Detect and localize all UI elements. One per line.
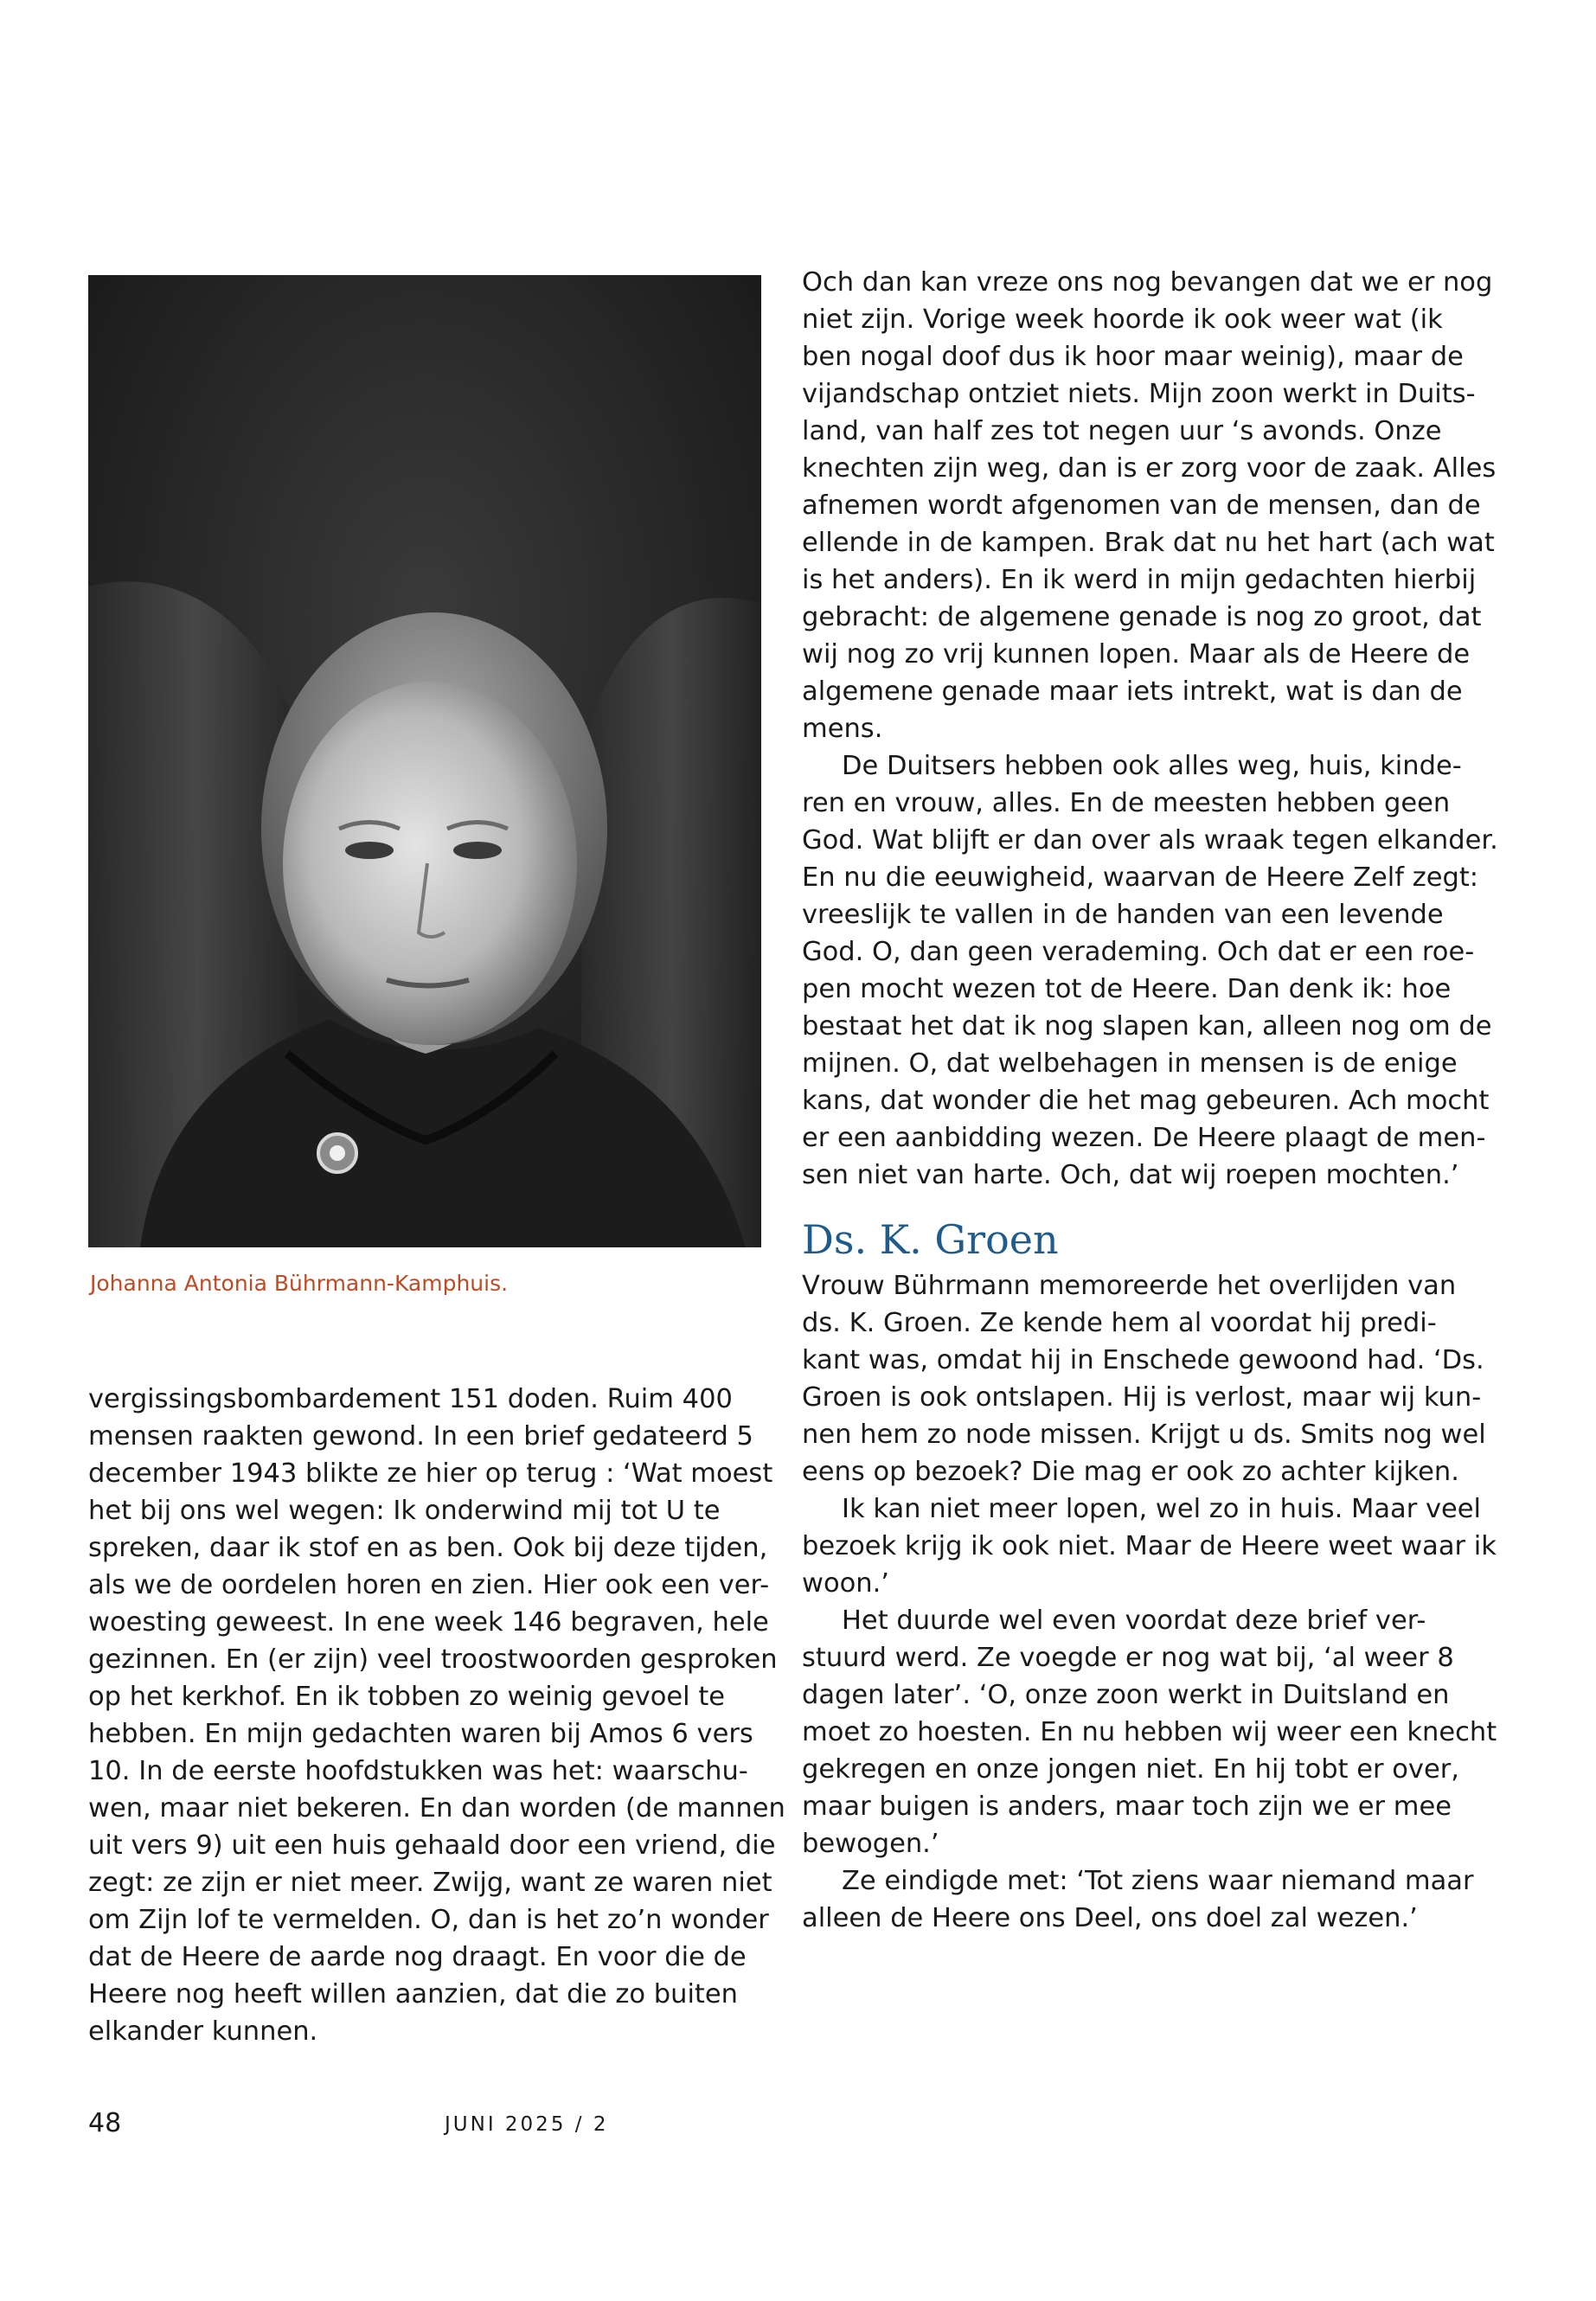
text-line: wij nog zo vrij kunnen lopen. Maar als de Heere de	[802, 639, 1471, 670]
text-line: gebracht: de algemene genade is nog zo groot, dat	[802, 602, 1482, 632]
text-line: sen niet van harte. Och, dat wij roepen mochten.’	[802, 1160, 1459, 1190]
text-line: algemene genade maar iets intrekt, wat is dan de	[802, 676, 1463, 707]
section-heading: Ds. K. Groen	[802, 1216, 1059, 1263]
text-line: eens op bezoek? Die mag er ook zo achter kijken.	[802, 1457, 1459, 1487]
text-line: Ik kan niet meer lopen, wel zo in huis. Maar veel	[842, 1494, 1482, 1524]
photo-caption: Johanna Antonia Bührmann-Kamphuis.	[90, 1271, 509, 1296]
text-line: En nu die eeuwigheid, waarvan de Heere Zelf zegt:	[802, 862, 1479, 893]
text-line: pen mocht wezen tot de Heere. Dan denk ik: hoe	[802, 974, 1452, 1004]
text-line: Och dan kan vreze ons nog bevangen dat we er nog	[802, 267, 1493, 298]
text-line: mensen raakten gewond. In een brief gedateerd 5	[88, 1421, 753, 1452]
text-line: woon.’	[802, 1568, 889, 1599]
issue-label: JUNI 2025 / 2	[445, 2113, 609, 2136]
right-column-bottom-text	[802, 1267, 1497, 1937]
left-column-text	[88, 1381, 785, 2050]
text-line: is het anders). En ik werd in mijn gedachten hierbij	[802, 565, 1477, 595]
text-line: zegt: ze zijn er niet meer. Zwijg, want ze waren niet	[88, 1868, 772, 1898]
text-line: knechten zijn weg, dan is er zorg voor de zaak. Alles	[802, 453, 1497, 484]
text-line: wen, maar niet bekeren. En dan worden (de mannen	[88, 1793, 785, 1823]
text-line: woesting geweest. In ene week 146 begraven, hele	[88, 1607, 769, 1638]
page-number: 48	[88, 2108, 122, 2138]
text-line: elkander kunnen.	[88, 2016, 318, 2047]
text-line: niet zijn. Vorige week hoorde ik ook weer wat (ik	[802, 304, 1443, 335]
text-line: ds. K. Groen. Ze kende hem al voordat hij predi-	[802, 1308, 1437, 1338]
text-line: ellende in de kampen. Brak dat nu het hart (ach wat	[802, 528, 1495, 558]
text-line: vijandschap ontziet niets. Mijn zoon werkt in Duits-	[802, 379, 1476, 409]
text-line: afnemen wordt afgenomen van de mensen, dan de	[802, 490, 1481, 521]
text-line: als we de oordelen horen en zien. Hier ook een ver-	[88, 1570, 770, 1600]
text-line: het bij ons wel wegen: Ik onderwind mij tot U te	[88, 1496, 721, 1526]
portrait-photo	[88, 275, 761, 1247]
text-line: ben nogal doof dus ik hoor maar weinig), maar de	[802, 342, 1464, 372]
text-line: kant was, omdat hij in Enschede gewoond had. ‘Ds.	[802, 1345, 1484, 1375]
text-line: om Zijn lof te vermelden. O, dan is het zo’n wonder	[88, 1905, 769, 1935]
text-line: alleen de Heere ons Deel, ons doel zal wezen.’	[802, 1903, 1418, 1933]
text-line: nen hem zo node missen. Krijgt u ds. Smits nog wel	[802, 1420, 1486, 1450]
text-line: gezinnen. En (er zijn) veel troostwoorden gesproken	[88, 1644, 778, 1675]
text-line: mens.	[802, 714, 883, 744]
text-line: mijnen. O, dat welbehagen in mensen is de enige	[802, 1048, 1458, 1079]
text-line: gekregen en onze jongen niet. En hij tobt er over,	[802, 1754, 1459, 1785]
text-line: 10. In de eerste hoofdstukken was het: waarschu-	[88, 1756, 748, 1786]
text-line: uit vers 9) uit een huis gehaald door een vriend, die	[88, 1830, 776, 1861]
portrait-illustration	[88, 275, 761, 1247]
text-line: Het duurde wel even voordat deze brief ver-	[842, 1606, 1426, 1636]
right-column-top-text	[802, 264, 1498, 1194]
text-line: De Duitsers hebben ook alles weg, huis, kinde-	[842, 751, 1462, 781]
text-line: hebben. En mijn gedachten waren bij Amos 6 vers	[88, 1719, 753, 1749]
text-line: bewogen.’	[802, 1829, 939, 1859]
text-line: land, van half zes tot negen uur ‘s avonds. Onze	[802, 416, 1442, 446]
text-line: God. O, dan geen verademing. Och dat er een roe-	[802, 937, 1475, 967]
text-line: vergissingsbombardement 151 doden. Ruim 400	[88, 1384, 733, 1414]
text-line: kans, dat wonder die het mag gebeuren. Ach mocht	[802, 1086, 1490, 1116]
text-line: vreeslijk te vallen in de handen van een levende	[802, 900, 1444, 930]
text-line: Groen is ook ontslapen. Hij is verlost, maar wij kun-	[802, 1382, 1482, 1413]
text-line: ren en vrouw, alles. En de meesten hebben geen	[802, 788, 1451, 818]
text-line: spreken, daar ik stof en as ben. Ook bij deze tijden,	[88, 1533, 768, 1563]
text-line: december 1943 blikte ze hier op terug : ‘Wat moest	[88, 1458, 773, 1489]
text-line: moet zo hoesten. En nu hebben wij weer een knecht	[802, 1717, 1497, 1747]
text-line: dagen later’. ‘O, onze zoon werkt in Duitsland en	[802, 1680, 1450, 1710]
text-line: er een aanbidding wezen. De Heere plaagt de men-	[802, 1123, 1486, 1153]
text-line: Heere nog heeft willen aanzien, dat die zo buiten	[88, 1979, 738, 2009]
text-line: maar buigen is anders, maar toch zijn we er mee	[802, 1791, 1452, 1822]
text-line: dat de Heere de aarde nog draagt. En voor die de	[88, 1942, 747, 1972]
text-line: bezoek krijg ik ook niet. Maar de Heere weet waar ik	[802, 1531, 1497, 1561]
text-line: stuurd werd. Ze voegde er nog wat bij, ‘al weer 8	[802, 1643, 1454, 1673]
text-line: bestaat het dat ik nog slapen kan, alleen nog om de	[802, 1011, 1492, 1042]
text-line: God. Wat blijft er dan over als wraak tegen elkander.	[802, 825, 1498, 856]
text-line: Vrouw Bührmann memoreerde het overlijden van	[802, 1271, 1457, 1301]
text-line: op het kerkhof. En ik tobben zo weinig gevoel te	[88, 1682, 726, 1712]
text-line: Ze eindigde met: ‘Tot ziens waar niemand maar	[842, 1866, 1474, 1896]
